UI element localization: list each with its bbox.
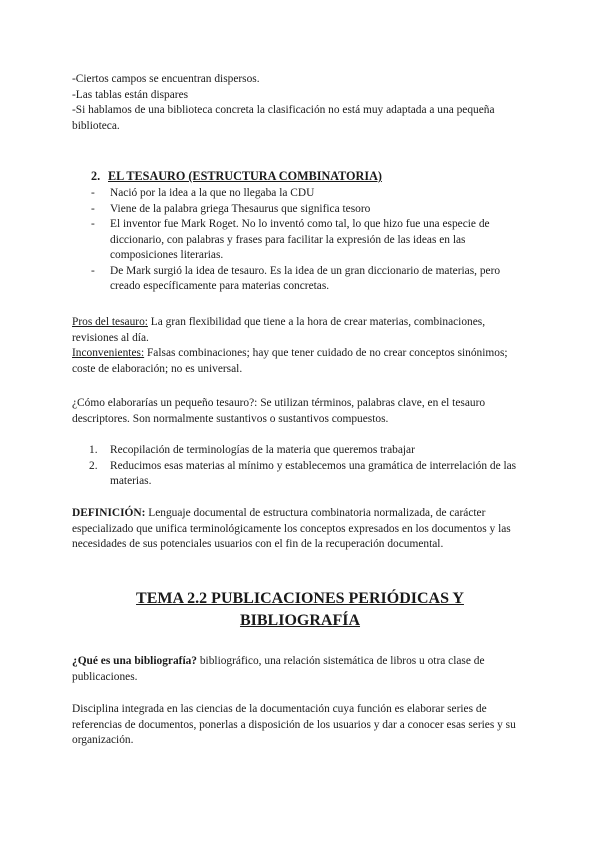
discipline-text: Disciplina integrada en las ciencias de la documentación cuya función es elaborar series de referencias de documentos, ponerlas a disposición de los usuarios y dar a conocer esas series y su organización. — [72, 703, 516, 746]
step-text: Reducimos esas materias al mínimo y establecemos una gramática de interrelación de las materias. — [110, 459, 517, 487]
section-number: 2. — [91, 169, 101, 183]
pros-text: La gran flexibilidad que tiene a la hora de crear materias, combinaciones, revisiones al día. — [72, 316, 486, 344]
list-item: - El inventor fue Mark Roget. No lo inventó como tal, lo que hizo fue una especie de diccionario, con palabras y frases para facilitar la expresión de las ideas en las composiciones literarias. — [72, 217, 532, 264]
step-number: 1. — [89, 444, 98, 456]
tema-heading-line: BIBLIOGRAFÍA — [239, 612, 361, 629]
elaborate-text: ¿Cómo elaborarías un pequeño tesauro?: Se utilizan términos, palabras clave, en el tesauro descriptores. Son normalmente sustantivos o sustantivos compuestos. — [72, 397, 486, 425]
intro-line: -Ciertos campos se encuentran dispersos. — [72, 73, 260, 85]
tema-heading — [100, 588, 500, 632]
step-number: 2. — [89, 459, 98, 472]
steps-list — [72, 443, 532, 490]
definition-text: Lenguaje documental de estructura combinatoria normalizada, de carácter especializado que unifica terminológicamente los conceptos expresados en los documentos y las necesidades de sus potenciales usuarios con el fin de la recuperación documental. — [72, 507, 511, 550]
bibliografia-question: ¿Qué es una bibliografía? — [72, 655, 197, 667]
tesauro-bullets — [72, 186, 532, 295]
intro-line: -Las tablas están dispares — [72, 88, 189, 101]
elaborate-paragraph — [72, 396, 532, 427]
step-text: Recopilación de terminologías de la materia que queremos trabajar — [110, 444, 415, 456]
bibliografia-text: bibliográfico, una relación sistemática de libros u otra clase de publicaciones. — [72, 655, 485, 683]
pros-paragraph — [72, 315, 532, 346]
pros-cons — [72, 315, 532, 377]
pros-label: Pros del tesauro: — [72, 316, 148, 328]
list-item: - Viene de la palabra griega Thesaurus que significa tesoro — [72, 202, 532, 218]
section-title: EL TESAURO (ESTRUCTURA COMBINATORIA) — [108, 169, 382, 183]
section-heading — [91, 168, 532, 184]
intro-line: -Si hablamos de una biblioteca concreta la clasificación no está muy adaptada a una pequeña biblioteca. — [72, 104, 495, 132]
cons-paragraph — [72, 346, 532, 377]
tema-heading-line: TEMA 2.2 PUBLICACIONES PERIÓDICAS Y — [136, 590, 464, 607]
list-item — [72, 443, 532, 459]
discipline-paragraph — [72, 702, 532, 749]
list-item — [72, 459, 532, 490]
intro-list — [72, 72, 532, 134]
cons-label: Inconvenientes: — [72, 347, 145, 359]
bibliografia-paragraph — [72, 654, 532, 685]
definition-label: DEFINICIÓN: — [72, 507, 146, 519]
definition-paragraph — [72, 506, 532, 553]
list-item: - De Mark surgió la idea de tesauro. Es la idea de un gran diccionario de materias, pero creado específicamente para materias concretas. — [72, 264, 532, 295]
list-item: - Nació por la idea a la que no llegaba la CDU — [72, 186, 532, 202]
cons-text: Falsas combinaciones; hay que tener cuidado de no crear conceptos sinónimos; coste de elaboración; no es universal. — [72, 347, 508, 375]
section-tesauro — [72, 168, 532, 295]
